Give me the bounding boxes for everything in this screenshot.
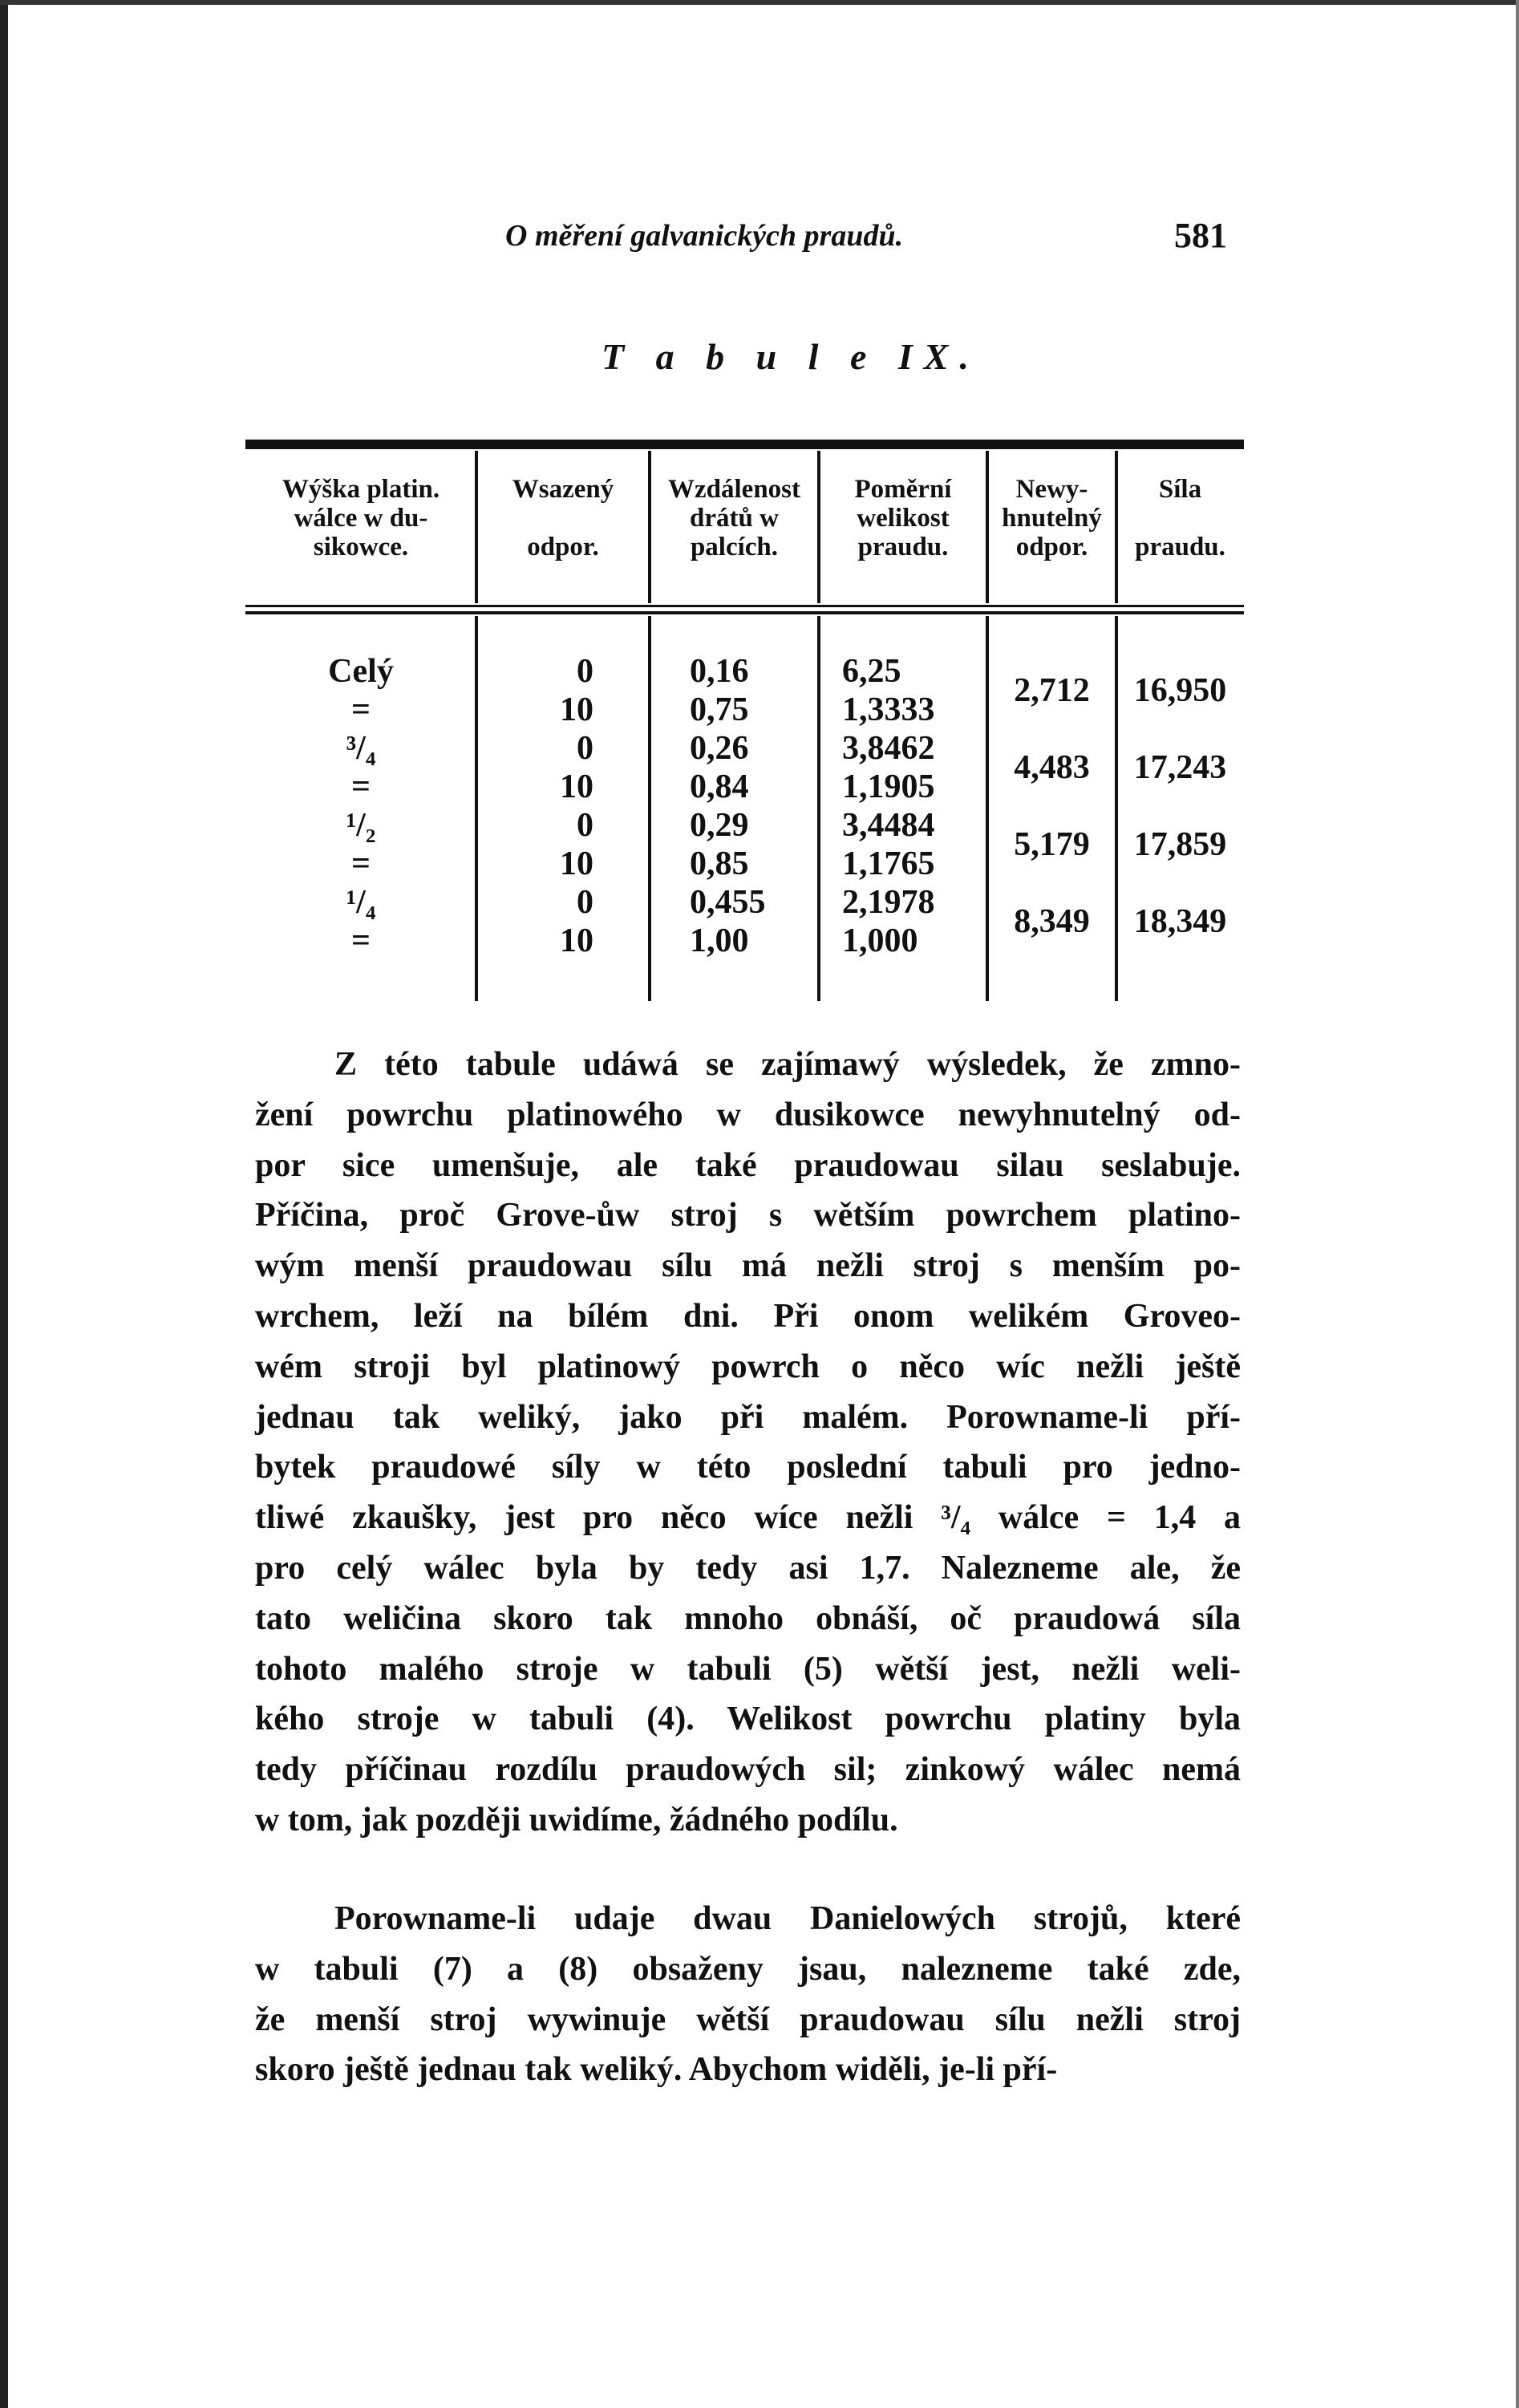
table-cell-vyska: ¹/₂	[346, 807, 376, 844]
table-cell-pomerni: 6,25	[842, 653, 901, 690]
table-cell-pomerni: 2,1978	[842, 884, 935, 921]
table-cell-pomerni: 1,3333	[842, 691, 935, 728]
text-line: Příčina, proč Grove-ůw stroj s wětším powrchem platino-	[255, 1197, 1241, 1234]
table-cell-odpor: 0	[577, 730, 593, 767]
table-cell-odpor: 0	[577, 653, 593, 690]
text-line: žení powrchu platinowého w dusikowce newyhnutelný od-	[255, 1096, 1241, 1133]
text-line: Porowname-li udaje dwau Danielowých strojů, které	[334, 1900, 1241, 1937]
text-line: tohoto malého stroje w tabuli (5) wětší jest, nežli weli-	[255, 1650, 1241, 1688]
page-number: 581	[1174, 216, 1227, 255]
table-cell-vzdalenost: 0,455	[690, 884, 766, 921]
table-cell-vzdalenost: 0,16	[690, 653, 749, 690]
table-cell-odpor: 10	[560, 845, 593, 882]
table-cell-newyhnutelny: 2,712	[1014, 672, 1090, 709]
text-line: Z této tabule udáwá se zajímawý wýsledek, že zmno-	[334, 1046, 1241, 1083]
table-cell-sila: 18,349	[1133, 903, 1227, 940]
text-line: tato weličina skoro tak mnoho obnáší, oč praudowá síla	[255, 1599, 1241, 1637]
text-line: wrchem, leží na bílém dni. Při onom welikém Groveo-	[255, 1298, 1241, 1335]
text-line: wým menší praudowau sílu má nežli stroj s menším po-	[255, 1247, 1241, 1285]
table-cell-pomerni: 1,1765	[842, 845, 935, 882]
table-cell-pomerni: 3,4484	[842, 807, 935, 844]
column-header	[476, 475, 650, 561]
table-cell-odpor: 0	[577, 884, 593, 921]
column-header-line: Wzdálenost	[668, 475, 800, 504]
column-header-line: odpor.	[1015, 533, 1088, 561]
column-header	[245, 475, 476, 561]
table-cell-newyhnutelny: 8,349	[1014, 903, 1090, 940]
text-line: že menší stroj wywinuje wětší praudowau sílu nežli stroj	[255, 2001, 1241, 2038]
table-cell-pomerni: 1,1905	[842, 768, 935, 805]
table-cell-vyska: Celý	[328, 653, 394, 690]
table-double-rule-bottom	[245, 611, 1244, 614]
column-header-line: palcích.	[690, 533, 779, 561]
column-header-line: Newy-	[1015, 475, 1088, 504]
table-cell-sila: 17,243	[1133, 749, 1227, 786]
column-header	[1116, 475, 1244, 561]
text-line: tedy příčinau rozdílu praudowých sil; zinkowý wálec nemá	[255, 1751, 1241, 1789]
table-cell-vzdalenost: 0,85	[690, 845, 749, 882]
scan-edge-right	[1516, 0, 1519, 2408]
scan-edge-left	[0, 0, 8, 2408]
table-cell-vzdalenost: 1,00	[690, 922, 749, 959]
table-cell-vzdalenost: 0,26	[690, 730, 749, 767]
column-header-line: praudu.	[1135, 533, 1225, 561]
column-header-line: sikowce.	[313, 533, 409, 561]
column-header-line: wálce w du-	[294, 504, 428, 533]
table-cell-newyhnutelny: 5,179	[1014, 826, 1090, 863]
text-line: kého stroje w tabuli (4). Welikost powrchu platiny byla	[255, 1701, 1241, 1738]
column-header-line: odpor.	[527, 533, 599, 561]
table-double-rule-top	[245, 605, 1244, 607]
table-cell-odpor: 0	[577, 807, 593, 844]
column-header-line: Poměrní	[854, 475, 952, 504]
table-cell-vyska: =	[351, 768, 371, 805]
column-header-line: Wsazený	[512, 475, 614, 504]
table-title: T a b u l e IX.	[602, 336, 980, 377]
column-header-line: Wýška platin.	[282, 475, 440, 504]
text-line: pro celý wálec byla by tedy asi 1,7. Nalezneme ale, že	[255, 1550, 1241, 1587]
table-cell-newyhnutelny: 4,483	[1014, 749, 1090, 786]
scan-edge-top	[0, 0, 1519, 5]
column-header-line: welikost	[857, 504, 950, 533]
column-header-line	[476, 504, 650, 533]
text-line: por sice umenšuje, ale také praudowau silau seslabuje.	[255, 1146, 1241, 1184]
table-cell-sila: 16,950	[1133, 672, 1227, 709]
table-cell-vyska: =	[351, 691, 371, 728]
column-header-line: praudu.	[857, 533, 949, 561]
text-line: skoro ještě jednau tak weliký. Abychom widěli, je-li pří-	[255, 2051, 1058, 2089]
column-divider	[648, 616, 651, 1001]
table-cell-vzdalenost: 0,84	[690, 768, 749, 805]
table-cell-odpor: 10	[560, 691, 593, 728]
text-line: w tabuli (7) a (8) obsaženy jsau, nalezneme také zde,	[255, 1950, 1241, 1988]
table-cell-sila: 17,859	[1133, 826, 1227, 863]
column-header	[650, 475, 819, 561]
table-cell-vzdalenost: 0,75	[690, 691, 749, 728]
table-cell-vzdalenost: 0,29	[690, 807, 749, 844]
table-cell-vyska: ¹/₄	[346, 884, 376, 921]
table-cell-vyska: ³/₄	[346, 730, 376, 767]
column-header	[819, 475, 987, 561]
text-line: bytek praudowé síly w této poslední tabuli pro jedno-	[255, 1449, 1241, 1486]
table-cell-pomerni: 1,000	[842, 922, 918, 959]
running-head: O měření galvanických praudů.	[505, 219, 904, 253]
column-header	[987, 475, 1116, 561]
table-cell-odpor: 10	[560, 768, 593, 805]
column-header-line: hnutelný	[1002, 504, 1102, 533]
text-line: w tom, jak později uwidíme, žádného podílu.	[255, 1802, 898, 1838]
column-header-line	[1116, 504, 1244, 533]
table-cell-vyska: =	[351, 845, 371, 882]
text-line: tliwé zkaušky, jest pro něco wíce nežli ³/₄ wálce = 1,4 a	[255, 1499, 1241, 1537]
table-cell-odpor: 10	[560, 922, 593, 959]
text-line: jednau tak weliký, jako při malém. Porowname-li pří-	[255, 1398, 1241, 1436]
text-line: wém stroji byl platinowý powrch o něco wíc nežli ještě	[255, 1348, 1241, 1385]
column-header-line: drátů w	[690, 504, 779, 533]
column-header-line: Síla	[1158, 475, 1202, 504]
table-top-rule	[245, 440, 1244, 449]
table-cell-pomerni: 3,8462	[842, 730, 935, 767]
table-cell-vyska: =	[351, 922, 371, 959]
